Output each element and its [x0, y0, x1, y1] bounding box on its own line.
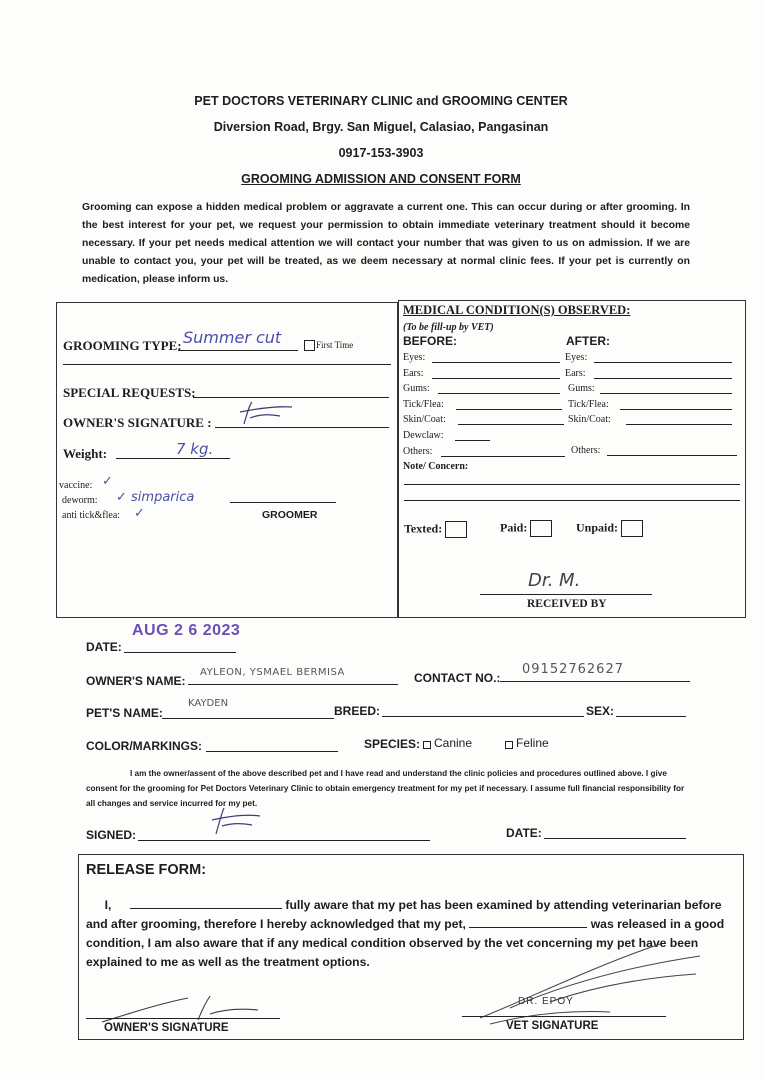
clinic-name: PET DOCTORS VETERINARY CLINIC and GROOMING CENTER [194, 94, 568, 108]
consent-paragraph: I am the owner/assent of the above described pet and I have read and understand the clinic policies and procedures outlined above. I give consent for the grooming for Pet Doctors Veterinary Clinic to obtain emergency treatment for my pet if necessary. I assume full financial responsibility for all changes and service incurred for my pet. [86, 769, 685, 808]
owner-signature-label: OWNER'S SIGNATURE : [63, 415, 212, 430]
before-others-label: Others: [403, 446, 433, 457]
paid-label: Paid: [500, 520, 552, 537]
note-line-1[interactable] [404, 484, 740, 485]
paid-checkbox[interactable] [530, 520, 552, 537]
groomer-line [230, 502, 336, 503]
before-eyes-label: Eyes: [403, 352, 426, 363]
grooming-type-value[interactable]: Summer cut [183, 328, 282, 347]
after-skincoat-label: Skin/Coat: [568, 414, 611, 425]
clinic-phone: 0917-153-3903 [338, 146, 424, 160]
deworm-label: deworm: [62, 495, 98, 506]
pet-name-line [162, 718, 334, 719]
consent-date-line[interactable] [544, 838, 686, 839]
grooming-type-line [178, 350, 298, 351]
medical-subtitle: (To be fill-up by VET) [403, 322, 494, 333]
owner-release-signature-label: OWNER'S SIGNATURE [104, 1022, 229, 1034]
before-label: BEFORE: [403, 334, 457, 348]
vaccine-label: vaccine: [59, 480, 93, 491]
before-gums-label: Gums: [403, 383, 430, 394]
after-tickflea-line[interactable] [620, 409, 732, 410]
release-i: I, [104, 898, 112, 912]
release-name-blank[interactable] [130, 908, 282, 909]
deworm-value[interactable]: ✓ simparica [116, 490, 195, 505]
signed-label: SIGNED: [86, 828, 137, 842]
received-by-label: RECEIVED BY [527, 598, 607, 610]
feline-checkbox[interactable] [505, 741, 513, 749]
after-gums-label: Gums: [568, 383, 595, 394]
species-label: SPECIES: [364, 737, 421, 751]
contact-value[interactable]: 09152762627 [522, 662, 624, 677]
vaccine-value[interactable]: ✓ [102, 474, 113, 489]
weight-line [116, 458, 230, 459]
grooming-line-2 [63, 364, 391, 365]
unpaid-checkbox[interactable] [621, 520, 643, 537]
before-tickflea-label: Tick/Flea: [403, 399, 444, 410]
after-skincoat-line[interactable] [626, 424, 732, 425]
received-signature: Dr. M. [528, 570, 581, 591]
after-ears-line[interactable] [594, 378, 732, 379]
owner-signature-scribble [230, 398, 300, 428]
owner-name-value[interactable]: AYLEON, YSMAEL BERMISA [200, 667, 345, 678]
texted-checkbox[interactable] [445, 521, 467, 538]
before-dewclaw-line[interactable] [455, 440, 490, 441]
after-label: AFTER: [566, 334, 610, 348]
before-eyes-line[interactable] [432, 362, 560, 363]
first-time-checkbox[interactable] [304, 340, 315, 351]
contact-line [500, 681, 690, 682]
before-skincoat-line[interactable] [458, 424, 564, 425]
medical-title: MEDICAL CONDITION(S) OBSERVED: [403, 303, 631, 317]
vet-signature-scribble [470, 938, 720, 1028]
intro-paragraph: Grooming can expose a hidden medical problem or aggravate a current one. This can occur during or after grooming. In the best interest for your pet, we request your permission to obtain immediate veterinary treatment should it become necessary. If your pet needs medical attention we will contact your number that was given to us on admission. If we are unable to contact you, your pet will be treated, as we deem necessary at normal clinic fees. If your pet is currently on medication, please inform us. [82, 202, 690, 285]
after-tickflea-label: Tick/Flea: [568, 399, 609, 410]
signed-line[interactable] [138, 840, 430, 841]
vet-signature-line[interactable] [462, 1016, 666, 1017]
consent-date-label: DATE: [506, 826, 542, 840]
release-pet-blank[interactable] [469, 927, 587, 928]
unpaid-label: Unpaid: [576, 520, 643, 537]
tickflea-value[interactable]: ✓ [134, 506, 145, 521]
date-label: DATE: [86, 640, 122, 654]
note-concern-label: Note/ Concern: [403, 461, 469, 472]
before-tickflea-line[interactable] [456, 409, 562, 410]
form-title: GROOMING ADMISSION AND CONSENT FORM [241, 172, 521, 186]
pet-name-value[interactable]: KAYDEN [188, 698, 229, 709]
release-title: RELEASE FORM: [86, 862, 207, 878]
before-skincoat-label: Skin/Coat: [403, 414, 446, 425]
before-gums-line[interactable] [438, 393, 560, 394]
after-eyes-label: Eyes: [565, 352, 588, 363]
special-requests-label: SPECIAL REQUESTS: [63, 385, 196, 400]
before-others-line[interactable] [441, 456, 565, 457]
before-ears-line[interactable] [432, 378, 560, 379]
color-label: COLOR/MARKINGS: [86, 739, 202, 753]
color-line[interactable] [206, 751, 338, 752]
after-others-label: Others: [571, 445, 601, 456]
vet-signature-label: VET SIGNATURE [506, 1020, 599, 1032]
release-text-a: fully aware that my pet has been examined by attending veterinarian before and after grooming, therefore I hereby acknowledged that my pet, [86, 898, 722, 931]
before-ears-label: Ears: [403, 368, 424, 379]
canine-label: Canine [434, 736, 473, 750]
owner-release-line[interactable] [86, 1018, 280, 1019]
sex-line[interactable] [616, 716, 686, 717]
vet-signature-name: DR. EPOY [518, 996, 574, 1007]
canine-checkbox[interactable] [423, 741, 431, 749]
grooming-type-label: GROOMING TYPE: [63, 338, 182, 353]
contact-label: CONTACT NO.: [414, 671, 501, 685]
after-gums-line[interactable] [600, 393, 732, 394]
clinic-address: Diversion Road, Brgy. San Miguel, Calasiao, Pangasinan [213, 120, 549, 134]
breed-line[interactable] [382, 716, 584, 717]
release-owner-signature-scribble [98, 994, 278, 1024]
weight-label: Weight: [63, 446, 108, 461]
date-stamp: AUG 2 6 2023 [132, 622, 241, 639]
tickflea-label: anti tick&flea: [62, 510, 121, 521]
received-by-line [480, 594, 652, 595]
groomer-label: GROOMER [262, 509, 318, 521]
owner-name-line [188, 684, 398, 685]
after-ears-label: Ears: [565, 368, 586, 379]
feline-label: Feline [516, 736, 549, 750]
pet-name-label: PET'S NAME: [86, 706, 163, 720]
sex-label: SEX: [586, 704, 615, 718]
owner-name-label: OWNER'S NAME: [86, 674, 186, 688]
after-eyes-line[interactable] [594, 362, 732, 363]
note-line-2[interactable] [404, 500, 740, 501]
consent-signature-scribble [206, 806, 266, 838]
before-dewclaw-label: Dewclaw: [403, 430, 444, 441]
after-others-line[interactable] [607, 455, 737, 456]
breed-label: BREED: [334, 704, 381, 718]
release-text-b: was released in a good condition, I am also aware that if any medical condition observed by the vet concerning my pet have been explained to me as well as the treatment options. [86, 917, 725, 969]
weight-value[interactable]: 7 kg. [176, 440, 214, 458]
texted-label: Texted: [404, 521, 467, 538]
first-time-label: First Time [316, 340, 354, 350]
date-line[interactable] [124, 652, 236, 653]
